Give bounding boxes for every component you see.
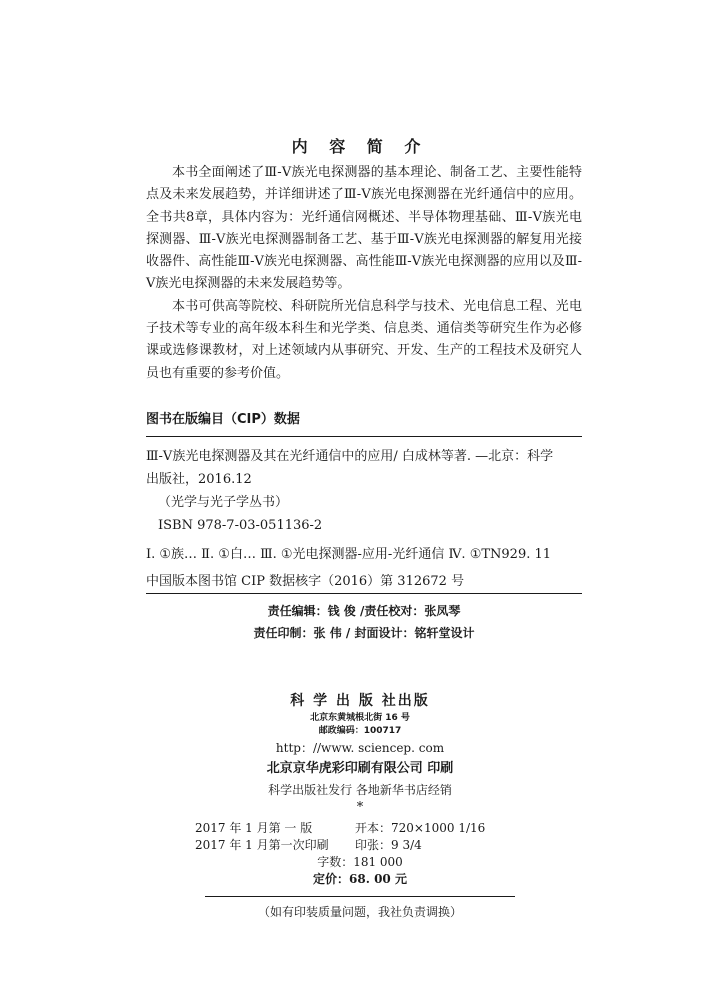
separator-star: * xyxy=(356,800,364,815)
publication-info xyxy=(0,690,720,921)
details-row xyxy=(195,820,525,837)
editor-line: 责任编辑：钱 俊 /责任校对：张凤琴 xyxy=(267,604,461,618)
cip-body xyxy=(146,437,582,593)
cip-isbn-line: ISBN 978-7-03-051136-2 xyxy=(158,518,323,533)
publisher-postcode: 邮政编码：100717 xyxy=(318,726,402,736)
page-title: 内 容 简 介 xyxy=(291,137,429,156)
cip-block xyxy=(146,410,582,644)
cip-title-line: Ⅲ-Ⅴ族光电探测器及其在光纤通信中的应用/ 白成林等著. —北京：科学 xyxy=(146,449,554,464)
cip-publisher-line: 出版社，2016.12 xyxy=(146,472,252,487)
quality-note: （如有印装质量问题，我社负责调换） xyxy=(257,905,462,919)
price-label: 定价： xyxy=(313,872,350,886)
cip-record-line: 中国版本图书馆 CIP 数据核字（2016）第 312672 号 xyxy=(146,574,465,589)
introduction xyxy=(146,162,582,385)
price-value: 68. 00 元 xyxy=(349,872,407,886)
distribution-info: 科学出版社发行 各地新华书店经销 xyxy=(268,783,452,797)
cip-heading: 图书在版编目（CIP）数据 xyxy=(146,412,300,427)
publisher-address: 北京东黄城根北街 16 号 xyxy=(310,713,410,723)
intro-paragraph: 本书可供高等院校、科研院所光信息科学与技术、光电信息工程、光电子技术等专业的高年级本科生和光学类、信息类、通信类等研究生作为必修课或选修课教材，对上述领域内从事研究、开发、生产的工程技术及研究人员也有重要的参考价值。 xyxy=(146,298,582,381)
cip-series-line: （光学与光子学丛书） xyxy=(158,495,289,510)
price-line xyxy=(195,871,525,888)
sheets-text: 印张：9 3/4 xyxy=(355,838,422,852)
printer-name: 北京京华虎彩印刷有限公司 印刷 xyxy=(266,761,454,776)
editor-line: 责任印制：张 伟 / 封面设计：铭轩堂设计 xyxy=(253,626,475,640)
editor-credits xyxy=(146,594,582,644)
wordcount-text: 字数：181 000 xyxy=(317,855,403,869)
edition-text: 2017 年 1 月第 一 版 xyxy=(195,821,313,835)
details-row xyxy=(195,837,525,854)
publisher-name: 科 学 出 版 社出版 xyxy=(290,693,430,709)
format-text: 开本：720×1000 1/16 xyxy=(355,821,486,835)
edition-details xyxy=(195,820,525,888)
printing-text: 2017 年 1 月第一次印刷 xyxy=(195,838,329,852)
publisher-website: http：//www. sciencep. com xyxy=(275,741,445,755)
intro-paragraph: 本书全面阐述了Ⅲ-Ⅴ族光电探测器的基本理论、制备工艺、主要性能特点及未来发展趋势，并详细讲述了Ⅲ-Ⅴ族光电探测器在光纤通信中的应用。全书共8章，具体内容为：光纤通信网概述、半导体物理基础、Ⅲ-Ⅴ族光电探测器、Ⅲ-Ⅴ族光电探测器制备工艺、基于Ⅲ-Ⅴ族光电探测器的解复用光接收器件、高性能Ⅲ-Ⅴ族光电探测器、高性能Ⅲ-Ⅴ族光电探测器的应用以及Ⅲ-Ⅴ族光电探测器的未来发展趋势等。 xyxy=(146,165,582,292)
cip-classification-line: Ⅰ. ①族… Ⅱ. ①白… Ⅲ. ①光电探测器-应用-光纤通信 Ⅳ. ①TN929. 11 xyxy=(146,547,552,562)
